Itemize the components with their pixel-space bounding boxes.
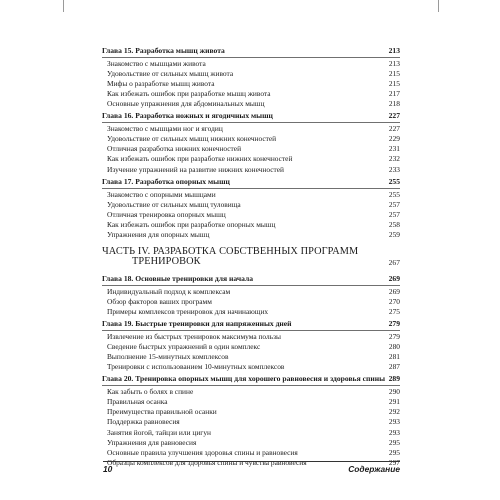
toc-entry-title: Удовольствие от сильных мышц живота (107, 69, 234, 79)
toc-entry[interactable] (102, 297, 400, 307)
toc-entry[interactable] (102, 230, 400, 240)
toc-page-number: 275 (388, 306, 400, 316)
toc-entry[interactable] (102, 362, 400, 372)
toc-entry-title: Мифы о разработке мышц живота (107, 79, 215, 89)
toc-entry-title: Основные правила улучшения здоровья спины и равновесия (107, 447, 298, 457)
toc-chapter-title: Глава 20. Тренировка опорных мышц для хорошего равновесия и здоровья спины (102, 374, 385, 384)
toc-entry-title: Изучение упражнений на развитие нижних конечностей (107, 164, 284, 174)
toc-page-number: 290 (388, 387, 400, 397)
toc-page-number: 233 (388, 164, 400, 174)
toc-page-number: 295 (388, 447, 400, 457)
toc-entry[interactable] (102, 417, 400, 427)
toc-entry-title: Поддержка равновесия (107, 417, 180, 427)
toc-entry[interactable] (102, 448, 400, 458)
toc-entry-title: Сведение быстрых упражнений в один комплекс (107, 342, 261, 352)
toc-page-number: 215 (388, 69, 400, 79)
toc-entry[interactable] (102, 59, 400, 69)
chapter-rule (102, 385, 400, 386)
toc-page-number: 258 (388, 219, 400, 229)
toc-entry[interactable] (102, 332, 400, 342)
toc-entry-title: Выполнение 15-минутных комплексов (107, 352, 229, 362)
toc-entry[interactable] (102, 397, 400, 407)
toc-entry-title: Как избежать ошибок при разработке мышц живота (107, 89, 271, 99)
toc-entry-title: Как избежать ошибок при разработке опорных мышц (107, 219, 276, 229)
toc-page-number: 295 (388, 437, 400, 447)
toc-entry[interactable] (102, 69, 400, 79)
toc-entry-title: Упражнения для опорных мышц (107, 229, 210, 239)
toc-page-number: 292 (388, 407, 400, 417)
toc-entry[interactable] (102, 220, 400, 230)
chapter-rule (102, 122, 400, 123)
toc-chapter-title: Глава 19. Быстрые тренировки для напряженных дней (102, 319, 292, 329)
toc-page-number: 257 (388, 199, 400, 209)
toc-page-number: 269 (388, 273, 400, 283)
toc-page-number: 227 (388, 111, 400, 121)
toc-entry[interactable] (102, 134, 400, 144)
toc-chapter[interactable] (102, 319, 400, 329)
toc-entry-title: Занятия йогой, тайцзи или цигун (107, 427, 211, 437)
toc-entry-title: Удовольствие от сильных мышц нижних конечностей (107, 134, 277, 144)
toc-entry-title: Удовольствие от сильных мышц туловища (107, 199, 241, 209)
toc-page-number: 267 (388, 257, 400, 267)
table-of-contents (102, 46, 400, 468)
toc-entry-title: Отличная тренировка опорных мышц (107, 209, 226, 219)
toc-entry-title: Образцы комплексов для здоровья спины и чувства равновесия (107, 457, 307, 467)
toc-entry[interactable] (102, 342, 400, 352)
toc-page-number: 227 (388, 124, 400, 134)
toc-page-number: 229 (388, 134, 400, 144)
toc-chapter[interactable] (102, 374, 400, 384)
toc-page-number: 218 (388, 99, 400, 109)
toc-entry[interactable] (102, 79, 400, 89)
toc-page-number: 232 (388, 154, 400, 164)
toc-chapter-title: Глава 15. Разработка мышц живота (102, 46, 225, 55)
toc-part-title-line2: ТРЕНИРОВОК (132, 256, 201, 268)
toc-chapter-title: Глава 18. Основные тренировки для начала (102, 273, 254, 283)
toc-entry[interactable] (102, 210, 400, 220)
toc-entry-title: Знакомство с мышцами живота (107, 59, 206, 69)
toc-entry-title: Тренировки с использованием 10-минутных комплексов (107, 362, 285, 372)
toc-entry[interactable] (102, 438, 400, 448)
toc-page-number: 213 (388, 46, 400, 55)
toc-page-number: 293 (388, 427, 400, 437)
chapter-rule (102, 57, 400, 58)
toc-entry[interactable] (102, 99, 400, 109)
toc-chapter[interactable] (102, 177, 400, 187)
toc-entry[interactable] (102, 352, 400, 362)
toc-entry[interactable] (102, 200, 400, 210)
toc-page-number: 231 (388, 144, 400, 154)
footer-page-number: 10 (103, 464, 113, 474)
footer-section-label: Содержание (348, 464, 400, 474)
toc-entry[interactable] (102, 407, 400, 417)
toc-page-number: 291 (388, 397, 400, 407)
toc-page-number: 280 (388, 342, 400, 352)
toc-chapter-title: Глава 16. Разработка ножных и ягодичных мышц (102, 111, 273, 121)
toc-entry-title: Преимущества правильной осанки (107, 407, 217, 417)
toc-entry[interactable] (102, 428, 400, 438)
toc-chapter[interactable] (102, 46, 400, 56)
toc-entry-title: Основные упражнения для абдоминальных мышц (107, 99, 265, 109)
chapter-rule (102, 330, 400, 331)
toc-page-number: 255 (388, 176, 400, 186)
toc-page-number: 270 (388, 296, 400, 306)
toc-entry[interactable] (102, 144, 400, 154)
toc-entry[interactable] (102, 154, 400, 164)
toc-entry-title: Извлечение из быстрых тренировок максимума пользы (107, 332, 281, 342)
toc-page-number: 215 (388, 79, 400, 89)
toc-entry[interactable] (102, 190, 400, 200)
toc-page-number: 297 (388, 457, 400, 467)
crop-mark (438, 0, 439, 12)
toc-entry[interactable] (102, 89, 400, 99)
toc-entry-title: Знакомство с опорными мышцами (107, 189, 216, 199)
toc-chapter[interactable] (102, 274, 400, 284)
chapter-rule (102, 188, 400, 189)
toc-part-heading[interactable] (102, 247, 400, 268)
toc-entry[interactable] (102, 165, 400, 175)
toc-entry-title: Упражнения для равновесия (107, 437, 197, 447)
toc-entry-title: Индивидуальный подход к комплексам (107, 286, 231, 296)
toc-page-number: 269 (388, 286, 400, 296)
toc-page-number: 279 (388, 319, 400, 329)
toc-entry-title: Как избежать ошибок при разработке нижних конечностей (107, 154, 293, 164)
toc-chapter[interactable] (102, 111, 400, 121)
toc-page-number: 289 (388, 374, 400, 384)
toc-page-number: 279 (388, 332, 400, 342)
toc-entry-title: Отличная разработка нижних конечностей (107, 144, 242, 154)
toc-entry[interactable] (102, 387, 400, 397)
toc-page-number: 259 (388, 229, 400, 239)
toc-entry[interactable] (102, 124, 400, 134)
toc-entry-title: Правильная осанка (107, 397, 168, 407)
toc-page-number: 255 (388, 189, 400, 199)
toc-page-number: 257 (388, 209, 400, 219)
toc-entry-title: Знакомство с мышцами ног и ягодиц (107, 124, 223, 134)
toc-page-number: 293 (388, 417, 400, 427)
chapter-rule (102, 285, 400, 286)
toc-page-number: 217 (388, 89, 400, 99)
toc-page-number: 213 (388, 59, 400, 69)
toc-chapter-title: Глава 17. Разработка опорных мышц (102, 176, 230, 186)
toc-entry[interactable] (102, 287, 400, 297)
toc-entry-title: Как забыть о болях в спине (107, 387, 194, 397)
toc-part-title-line1: ЧАСТЬ IV. РАЗРАБОТКА СОБСТВЕННЫХ ПРОГРАММ (102, 245, 359, 257)
page-footer (103, 461, 400, 474)
toc-part-title (102, 247, 358, 268)
crop-mark (63, 0, 64, 12)
toc-entry-title: Обзор факторов ваших программ (107, 296, 212, 306)
toc-page-number: 287 (388, 362, 400, 372)
toc-page-number: 281 (388, 352, 400, 362)
toc-entry-title: Примеры комплексов тренировок для начинающих (107, 306, 269, 316)
toc-entry[interactable] (102, 307, 400, 317)
